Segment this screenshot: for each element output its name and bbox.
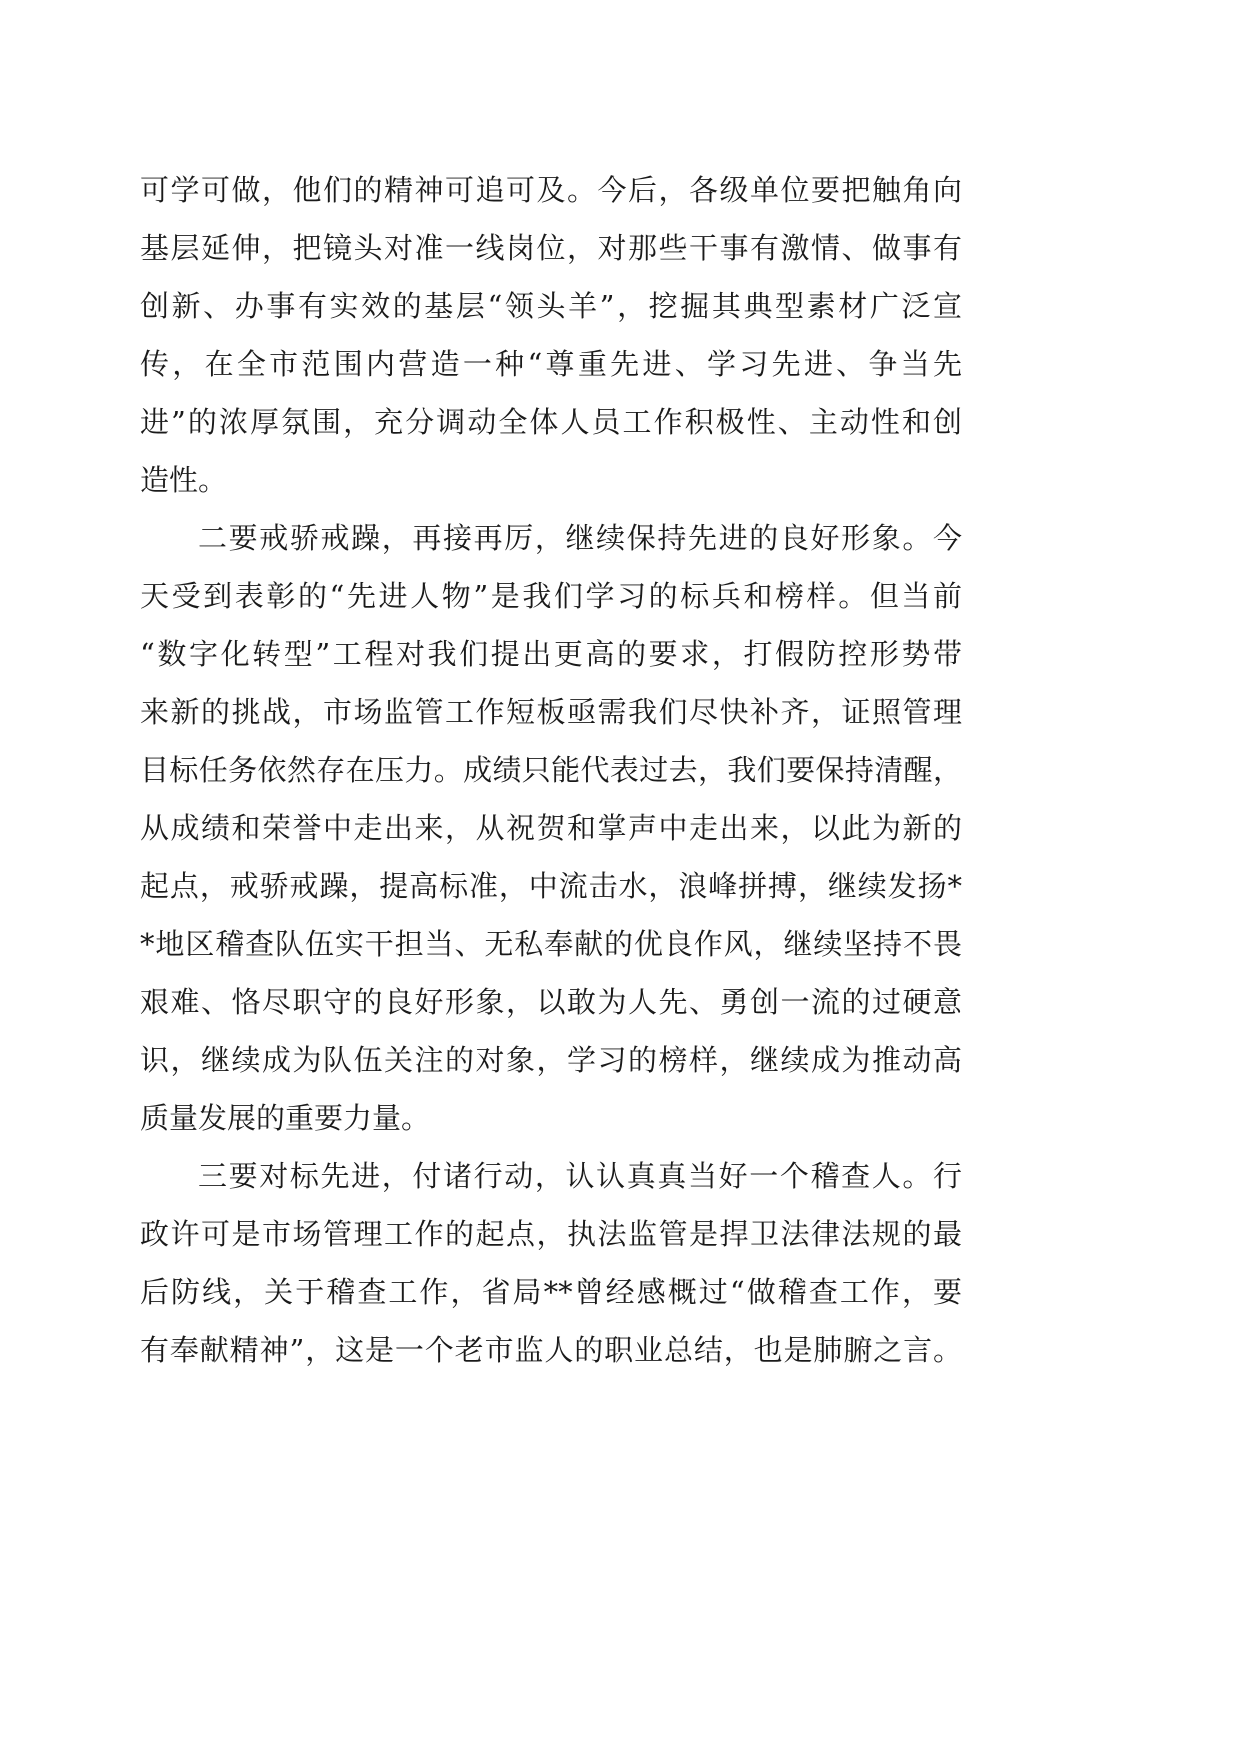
text-line: 基层延伸，把镜头对准一线岗位，对那些干事有激情、做事有 <box>140 231 962 265</box>
text-line: 质量发展的重要力量。 <box>140 1101 431 1135</box>
text-line: 可学可做，他们的精神可追可及。今后，各级单位要把触角向 <box>140 173 962 207</box>
paragraph-1 <box>140 161 962 509</box>
body-text <box>140 161 962 1379</box>
text-line: 三要对标先进，付诸行动，认认真真当好一个稽查人。行 <box>198 1159 962 1193</box>
text-line: 造性。 <box>140 463 228 497</box>
text-line: 政许可是市场管理工作的起点，执法监管是捍卫法律法规的最 <box>140 1217 962 1251</box>
text-line: 传，在全市范围内营造一种“尊重先进、学习先进、争当先 <box>140 347 962 381</box>
text-line: *地区稽查队伍实干担当、无私奉献的优良作风，继续坚持不畏 <box>140 927 962 961</box>
text-line: 目标任务依然存在压力。成绩只能代表过去，我们要保持清醒， <box>140 753 962 787</box>
text-line: 从成绩和荣誉中走出来，从祝贺和掌声中走出来，以此为新的 <box>140 811 962 845</box>
text-line: 创新、办事有实效的基层“领头羊”，挖掘其典型素材广泛宣 <box>140 289 962 323</box>
paragraph-2 <box>140 509 962 1147</box>
text-line: 进”的浓厚氛围，充分调动全体人员工作积极性、主动性和创 <box>140 405 962 439</box>
text-line: “数字化转型”工程对我们提出更高的要求，打假防控形势带 <box>140 637 962 671</box>
text-line: 来新的挑战，市场监管工作短板亟需我们尽快补齐，证照管理 <box>140 695 962 729</box>
text-line: 有奉献精神”，这是一个老市监人的职业总结，也是肺腑之言。 <box>140 1333 962 1367</box>
text-line: 起点，戒骄戒躁，提高标准，中流击水，浪峰拼搏，继续发扬* <box>140 869 962 903</box>
text-line: 后防线，关于稽查工作，省局**曾经感概过“做稽查工作，要 <box>140 1275 962 1309</box>
text-line: 天受到表彰的“先进人物”是我们学习的标兵和榜样。但当前 <box>140 579 962 613</box>
text-line: 艰难、恪尽职守的良好形象，以敢为人先、勇创一流的过硬意 <box>140 985 962 1019</box>
text-line: 识，继续成为队伍关注的对象，学习的榜样，继续成为推动高 <box>140 1043 962 1077</box>
text-line: 二要戒骄戒躁，再接再厉，继续保持先进的良好形象。今 <box>198 521 962 555</box>
paragraph-3 <box>140 1147 962 1379</box>
